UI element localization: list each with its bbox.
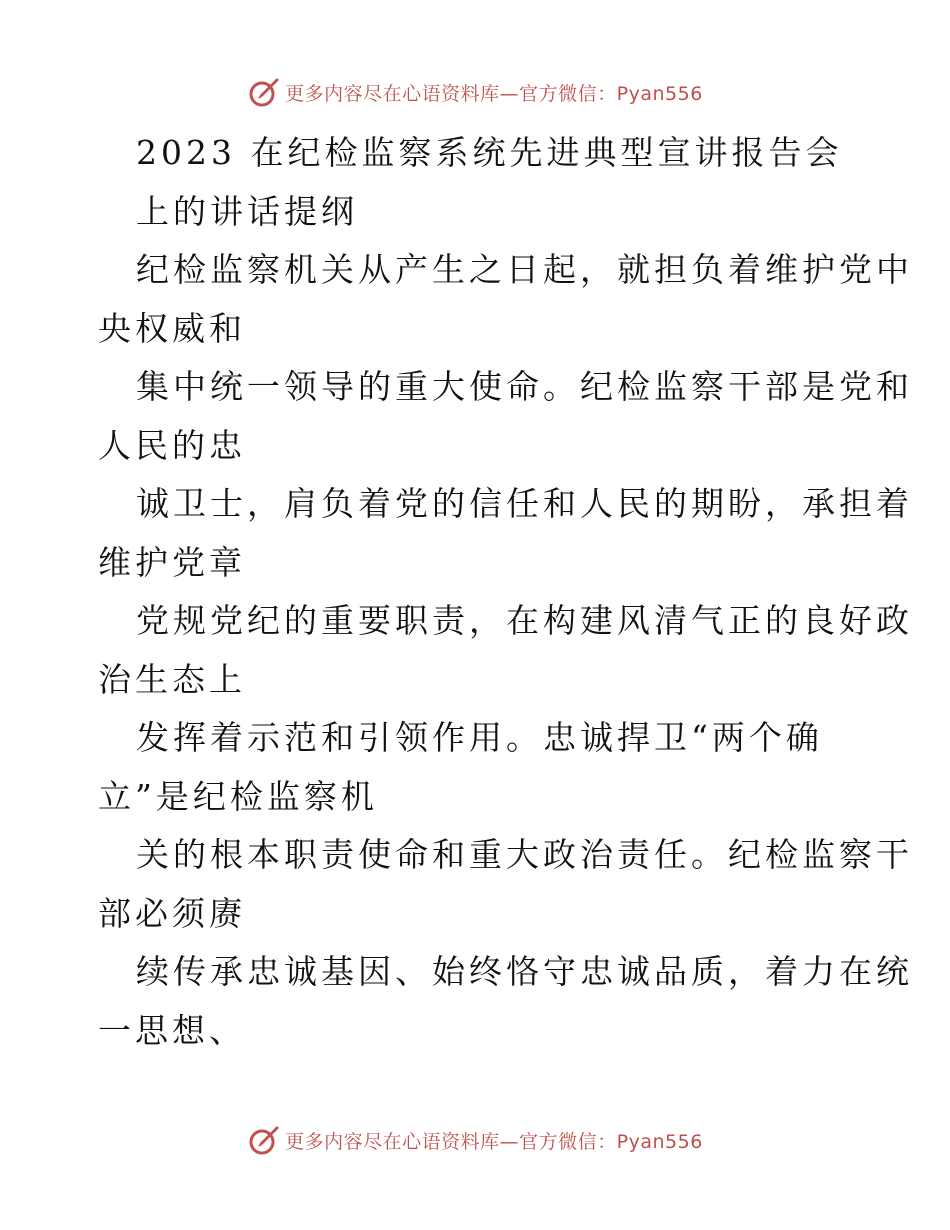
watermark-footer (0, 1120, 950, 1160)
watermark-text: 更多内容尽在心语资料库—官方微信：Pyan556 (285, 1130, 703, 1153)
text-line: 关的根本职责使命和重大政治责任。纪检监察干 (136, 835, 913, 874)
text-line: 发挥着示范和引领作用。忠诚捍卫“两个确 (136, 718, 823, 757)
watermark-header (0, 72, 950, 112)
text-line: 党规党纪的重要职责，在构建风清气正的良好政 (136, 601, 913, 640)
text-line: 人民的忠 (98, 425, 246, 465)
feather-pen-circle-icon (247, 75, 281, 109)
text-line: 续传承忠诚基因、始终恪守忠诚品质，着力在统 (136, 952, 913, 991)
text-line: 立”是纪检监察机 (98, 776, 378, 816)
text-line: 上的讲话提纲 (136, 191, 358, 231)
text-line: 部必须赓 (98, 893, 246, 933)
text-line: 纪检监察机关从产生之日起，就担负着维护党中 (136, 250, 913, 289)
text-line: 集中统一领导的重大使命。纪检监察干部是党和 (136, 367, 913, 406)
text-line: 维护党章 (98, 542, 246, 582)
watermark-text: 更多内容尽在心语资料库—官方微信：Pyan556 (285, 82, 703, 105)
text-line: 治生态上 (98, 659, 246, 699)
text-line: 一思想、 (98, 1010, 246, 1050)
text-line: 央权威和 (98, 308, 246, 348)
text-line: 2023 在纪检监察系统先进典型宣讲报告会 (136, 133, 843, 172)
text-line: 诚卫士，肩负着党的信任和人民的期盼，承担着 (136, 484, 913, 523)
feather-pen-circle-icon (247, 1123, 281, 1157)
document-body (98, 124, 913, 1060)
